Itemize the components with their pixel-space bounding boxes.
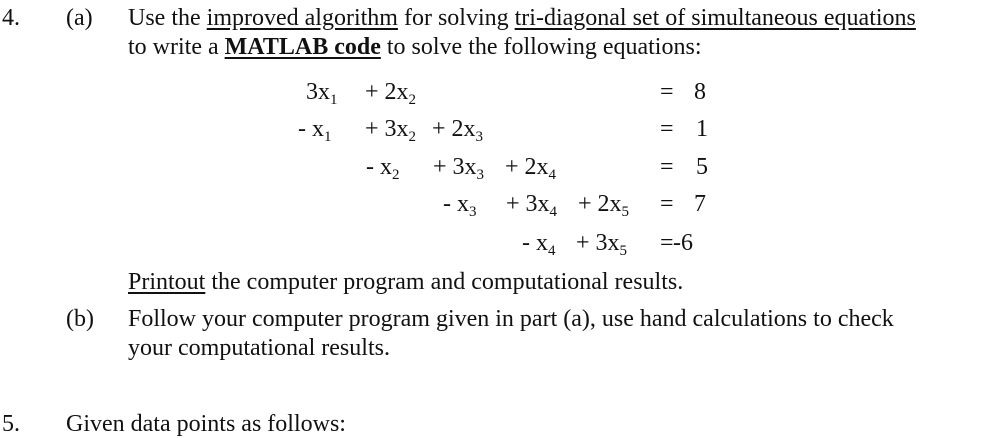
part-a-line-2-post: to solve the following equations: xyxy=(380,34,702,60)
part-a-label: (a) xyxy=(66,5,93,31)
equals-sign: = xyxy=(660,79,674,105)
equation-rhs: -6 xyxy=(673,230,693,256)
equation-term: - $x_4$ xyxy=(522,230,556,259)
printout-term: Printout xyxy=(128,269,206,295)
printout-rest: the computer program and computational results. xyxy=(205,269,684,295)
equation-term: - $x_2$ xyxy=(366,154,400,183)
equation-term: + $3x_4$ xyxy=(506,191,558,220)
part-a-line-2-pre: to write a xyxy=(128,34,225,60)
equation-term: + $3x_5$ xyxy=(576,230,628,259)
problem-5-text: Given data points as follows: xyxy=(66,411,346,437)
equation-rhs: 1 xyxy=(696,116,708,142)
equation-term: $3x_1$ xyxy=(306,79,338,108)
equation-term: - $x_3$ xyxy=(443,191,477,220)
equation-term: + $2x_4$ xyxy=(505,154,557,183)
equation-term: + $2x_2$ xyxy=(365,79,417,108)
part-a-line-2 xyxy=(128,33,701,61)
part-b-line-1: Follow your computer program given in part (a), use hand calculations to check xyxy=(128,306,894,332)
equation-rhs: 8 xyxy=(694,79,706,105)
equation-rhs: 7 xyxy=(694,191,706,217)
equation-term: + $2x_5$ xyxy=(578,191,630,220)
problem-4-number: 4. xyxy=(2,5,20,31)
improved-algorithm-term: improved algorithm xyxy=(206,5,398,31)
part-b-line-2: your computational results. xyxy=(128,335,390,361)
equation-term: - $x_1$ xyxy=(298,116,332,145)
matlab-code-term: MATLAB code xyxy=(224,34,381,60)
equals-sign: = xyxy=(660,154,674,180)
equation-term: + $3x_3$ xyxy=(433,154,485,183)
equation-term: + $2x_3$ xyxy=(432,116,484,145)
equation-rhs: 5 xyxy=(696,154,708,180)
equals-sign: = xyxy=(660,191,674,217)
tri-diagonal-term: tri-diagonal set of simultaneous equations xyxy=(514,5,916,31)
printout-instruction xyxy=(128,268,683,296)
equals-sign: = xyxy=(660,230,674,256)
part-b-label: (b) xyxy=(66,306,94,332)
equals-sign: = xyxy=(660,116,674,142)
part-a-line-1-pre: Use the xyxy=(128,5,207,31)
part-a-line-1-mid: for solving xyxy=(397,5,515,31)
problem-5-number: 5. xyxy=(2,411,20,437)
part-a-line-1 xyxy=(128,4,916,32)
equation-term: + $3x_2$ xyxy=(365,116,417,145)
